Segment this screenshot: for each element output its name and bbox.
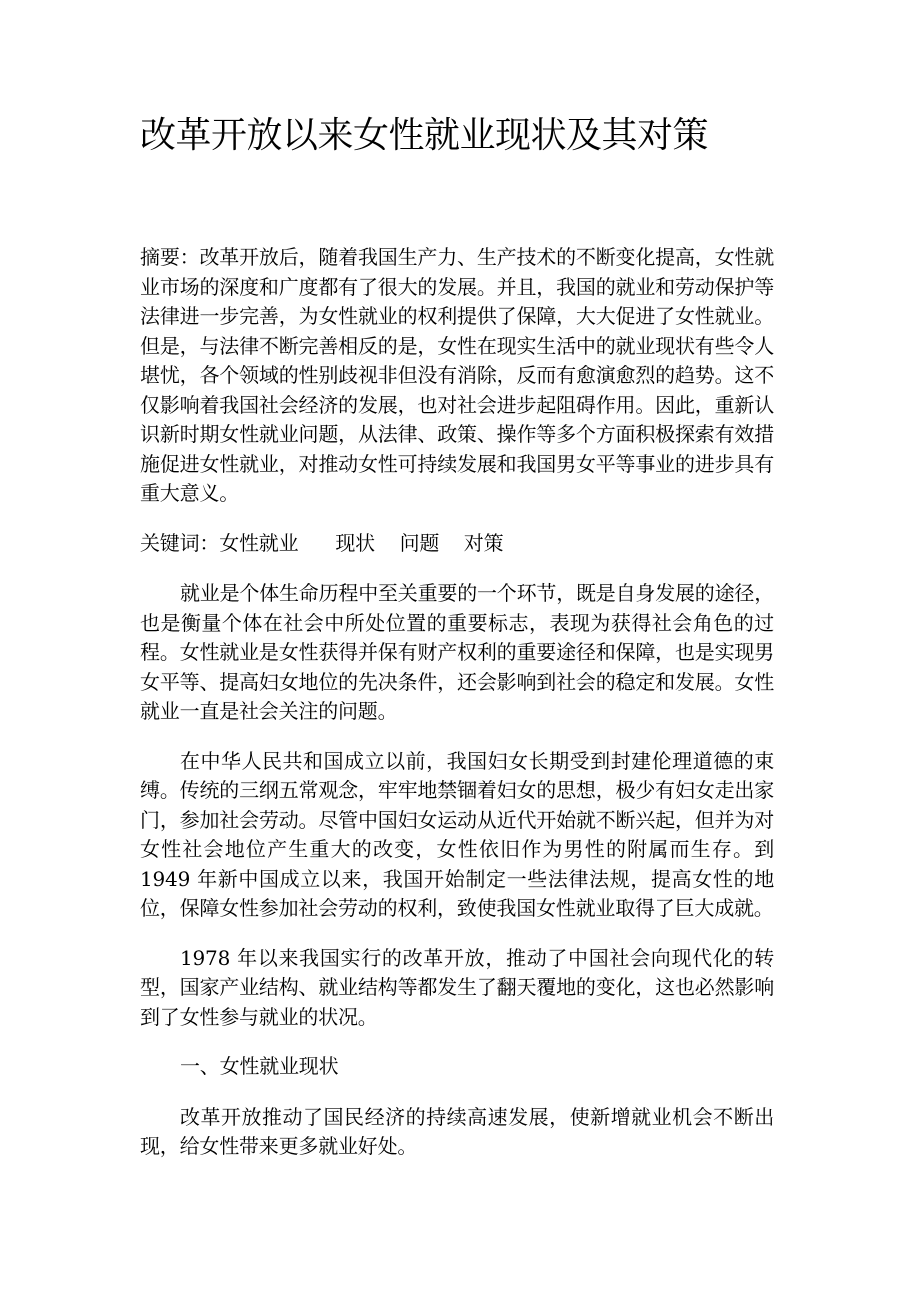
body-paragraph-1: 就业是个体生命历程中至关重要的一个环节，既是自身发展的途径，也是衡量个体在社会中所处位置的重要标志，表现为获得社会角色的过程。女性就业是女性获得并保有财产权利的重要途径和保障，也是实现男女平等、提高妇女地位的先决条件，还会影响到社会的稳定和发展。女性就业一直是社会关注的问题。: [140, 581, 774, 723]
body-paragraph-3: 1978 年以来我国实行的改革开放，推动了中国社会向现代化的转型，国家产业结构、就业结构等都发生了翻天覆地的变化，这也必然影响到了女性参与就业的状况。: [140, 945, 774, 1029]
section-paragraph: 改革开放推动了国民经济的持续高速发展，使新增就业机会不断出现，给女性带来更多就业好处。: [140, 1104, 774, 1158]
document-body: [140, 243, 774, 1182]
body-paragraph-2: 在中华人民共和国成立以前，我国妇女长期受到封建伦理道德的束缚。传统的三纲五常观念，牢牢地禁锢着妇女的思想，极少有妇女走出家门，参加社会劳动。尽管中国妇女运动从近代开始就不断兴起，但并为对女性社会地位产生重大的改变，女性依旧作为男性的附属而生存。到 1949 年新中国成立以来，我国开始制定一些法律法规，提高女性的地位，保障女性参加社会劳动的权利，致使我国女性就业取得了巨大成就。: [140, 748, 774, 920]
document-title: 改革开放以来女性就业现状及其对策: [140, 115, 709, 156]
section-heading: 一、女性就业现状: [180, 1054, 339, 1078]
keywords-line: 关键词：女性就业 现状 问题 对策: [140, 530, 504, 555]
abstract-paragraph: 摘要：改革开放后，随着我国生产力、生产技术的不断变化提高，女性就业市场的深度和广度都有了很大的发展。并且，我国的就业和劳动保护等法律进一步完善，为女性就业的权利提供了保障，大大促进了女性就业。但是，与法律不断完善相反的是，女性在现实生活中的就业现状有些令人堪忧，各个领域的性别歧视非但没有消除，反而有愈演愈烈的趋势。这不仅影响着我国社会经济的发展，也对社会进步起阻碍作用。因此，重新认识新时期女性就业问题，从法律、政策、操作等多个方面积极探索有效措施促进女性就业，对推动女性可持续发展和我国男女平等事业的进步具有重大意义。: [140, 245, 774, 505]
